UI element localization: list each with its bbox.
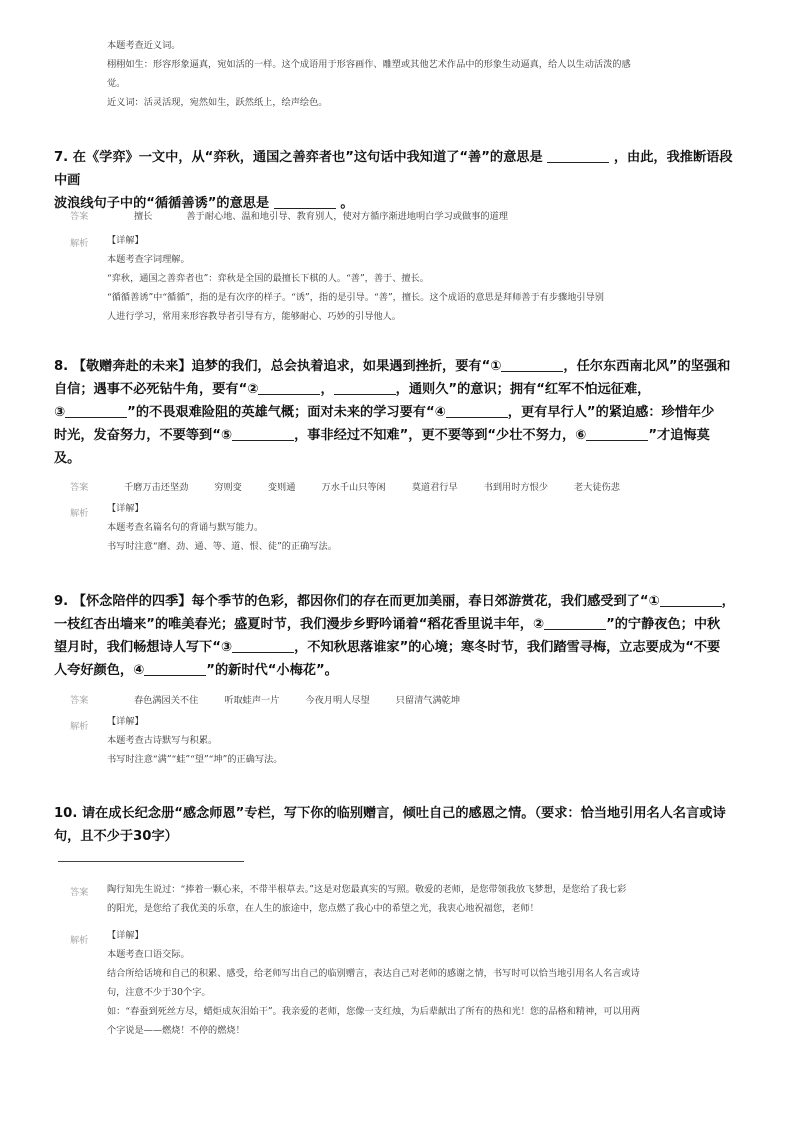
text-line: 句，注意不少于30个字。 <box>107 987 211 998</box>
question-text: ，不知秋思落谁家”的心境；寒冬时节，我们踏雪寻梅，立志要成为“不要 <box>294 640 721 655</box>
answer-blank[interactable] <box>660 592 722 607</box>
question-text: ，任尔东西南北风”的坚强和 <box>563 359 731 374</box>
question-text: ，更有早行人”的紧迫感：珍惜年少 <box>507 405 715 420</box>
question-text: 望月时，我们畅想诗人写下“③ <box>54 640 233 655</box>
q7-analysis <box>107 231 727 326</box>
question-text: 一枝红杏出墙来”的唯美春光；盛夏时节，我们漫步乡野吟诵着“稻花香里说丰年，② <box>54 617 545 632</box>
question-text: 自信；遇事不必死钻牛角，要有“② <box>54 382 259 397</box>
question-text: ，事非经过不知难”，更不要等到“少壮不努力，⑥ <box>294 428 587 443</box>
answer-blank[interactable] <box>586 426 648 441</box>
question-text: 7. 在《学弈》一文中，从“弈秋，通国之善弈者也”这句话中我知道了“善”的意思是 <box>54 150 543 165</box>
answer-item: 擅长 <box>134 211 153 222</box>
q10-analysis <box>107 926 727 1040</box>
answer-item: 只留清气满乾坤 <box>395 695 461 706</box>
question-text: ， <box>320 382 334 397</box>
answer-blank[interactable] <box>258 380 320 395</box>
question-text: 句，且不少于30字） <box>54 829 178 844</box>
question-text: 。 <box>340 196 354 211</box>
answer-blank[interactable] <box>334 380 396 395</box>
question-8 <box>54 355 744 470</box>
detail-heading: 【详解】 <box>107 716 144 727</box>
writing-line[interactable] <box>58 861 244 862</box>
answer-item: 穷则变 <box>214 482 242 493</box>
text-line: 如：“春蚕到死丝方尽，蜡炬成灰泪始干”。我亲爱的老师，您像一支红烛，为后辈献出了所有的热和光！您的品格和精神，可以用两 <box>107 1006 641 1017</box>
question-9 <box>54 590 744 682</box>
text-line: “循循善诱”中“循循”，指的是有次序的样子。“诱”，指的是引导。“善”，擅长。这个成语的意思是拜师善于有步骤地引导别 <box>107 292 604 303</box>
answer-label: 答案 <box>70 482 89 493</box>
analysis-label: 解析 <box>70 935 89 946</box>
answer-blank[interactable] <box>501 357 563 372</box>
detail-heading: 【详解】 <box>107 930 144 941</box>
text-line: 本题考查字词理解。 <box>107 254 190 265</box>
answer-item: 变则通 <box>267 482 296 493</box>
question-text: ”的新时代“小梅花”。 <box>206 663 338 678</box>
question-text: ③ <box>54 405 66 420</box>
q8-answers <box>124 479 620 493</box>
answer-blank[interactable] <box>232 638 294 653</box>
text-line: 栩栩如生：形容形象逼真，宛如活的一样。这个成语用于形容画作、雕塑或其他艺术作品中的形象生动逼真，给人以生动活泼的感 <box>107 59 631 70</box>
question-text: 及。 <box>54 451 81 466</box>
answer-item: 书到用时方恨少 <box>483 482 548 493</box>
answer-label: 答案 <box>70 211 89 222</box>
question-text: 时光，发奋努力，不要等到“⑤ <box>54 428 233 443</box>
answer-item: 春色满园关不住 <box>134 695 199 706</box>
answer-label: 答案 <box>70 887 89 898</box>
answer-item: 千磨万击还坚劲 <box>124 482 189 493</box>
text-line: 个字说是——燃烧！不停的燃烧！ <box>107 1025 245 1036</box>
question-text: 波浪线句子中的“循循善诱”的意思是 <box>54 196 270 211</box>
text-line: 人进行学习，常用来形容教导者引导有方，能够耐心、巧妙的引导他人。 <box>107 311 401 322</box>
question-text: ，由此，我推断语段中画 <box>54 150 733 188</box>
text-line: “弈秋，通国之善弈者也”：弈秋是全国的最擅长下棋的人。“善”，善于、擅长。 <box>107 273 429 284</box>
text-line: 的阳光，是您给了我优美的乐章，在人生的旅途中，您点燃了我心中的希望之光，我衷心地祝福您，老师！ <box>107 903 539 914</box>
question-10 <box>54 802 744 848</box>
analysis-label: 解析 <box>70 721 89 732</box>
answer-item: 莫道君行早 <box>411 482 458 493</box>
text-line: 本题考查口语交际。 <box>107 949 190 960</box>
question-text: 人夸好颜色，④ <box>54 663 145 678</box>
text-line: 结合所给话境和自己的积累、感受，给老师写出自己的临别赠言，表达自己对老师的感谢之情，书写时可以恰当地引用名人名言或诗 <box>107 968 640 979</box>
text-line: 陶行知先生说过：“捧着一颗心来，不带半根草去。”这是对您最真实的写照。敬爱的老师，是您带领我放飞梦想，是您给了我七彩 <box>107 884 627 895</box>
answer-blank[interactable] <box>65 403 127 418</box>
answer-blank[interactable] <box>547 148 609 163</box>
answer-label: 答案 <box>70 695 89 706</box>
answer-blank[interactable] <box>144 661 206 676</box>
answer-blank[interactable] <box>274 194 336 209</box>
q8-analysis <box>107 499 727 556</box>
answer-blank[interactable] <box>232 426 294 441</box>
question-text: 8. 【敬赠奔赴的未来】追梦的我们，总会执着追求，如果遇到挫折，要有“① <box>54 359 502 374</box>
answer-item: 听取蛙声一片 <box>224 695 280 706</box>
analysis-label: 解析 <box>70 508 89 519</box>
question-text: 10. 请在成长纪念册“感念师恩”专栏，写下你的临别赠言，倾吐自己的感恩之情。（要求：恰当地引用名人名言或诗 <box>54 806 726 821</box>
text-line: 书写时注意“磨、劲、通、等、道、恨、徒”的正确写法。 <box>107 541 337 552</box>
answer-item: 今夜月明人尽望 <box>305 695 370 706</box>
text-line: 本题考查近义词。 <box>107 40 181 51</box>
text-line: 本题考查古诗默写与积累。 <box>107 735 218 746</box>
question-text: ”才追悔莫 <box>648 428 710 443</box>
q9-answers <box>134 692 460 706</box>
text-line: 本题考查名篇名句的背诵与默写能力。 <box>107 522 264 533</box>
answer-blank[interactable] <box>544 615 606 630</box>
question-text: ， <box>721 594 735 609</box>
answer-item: 善于耐心地、温和地引导、教育别人，使对方循序渐进地明白学习或做事的道理 <box>186 211 508 222</box>
detail-heading: 【详解】 <box>107 503 144 514</box>
text-line: 书写时注意“满”“蛙”“望”“坤”的正确写法。 <box>107 754 283 765</box>
q10-answer <box>107 880 727 918</box>
question-7 <box>54 146 744 215</box>
q9-analysis <box>107 712 727 769</box>
q7-answers <box>134 208 508 222</box>
question-text: ”的宁静夜色；中秋 <box>606 617 721 632</box>
text-line: 觉。 <box>107 78 126 89</box>
answer-item: 万水千山只等闲 <box>321 482 386 493</box>
prev-analysis <box>107 36 727 112</box>
detail-heading: 【详解】 <box>107 235 144 246</box>
analysis-label: 解析 <box>70 238 89 249</box>
answer-item: 老大徒伤悲 <box>574 482 620 493</box>
question-text: ”的不畏艰难险阻的英雄气概；面对未来的学习要有“④ <box>127 405 446 420</box>
question-text: 9. 【怀念陪伴的四季】每个季节的色彩，都因你们的存在而更加美丽，春日郊游赏花，我们感受到了“① <box>54 594 660 609</box>
question-text: ，通则久”的意识；拥有“红军不怕远征难， <box>395 382 651 397</box>
text-line: 近义词：活灵活现，宛然如生，跃然纸上，绘声绘色。 <box>107 97 328 108</box>
answer-blank[interactable] <box>446 403 508 418</box>
